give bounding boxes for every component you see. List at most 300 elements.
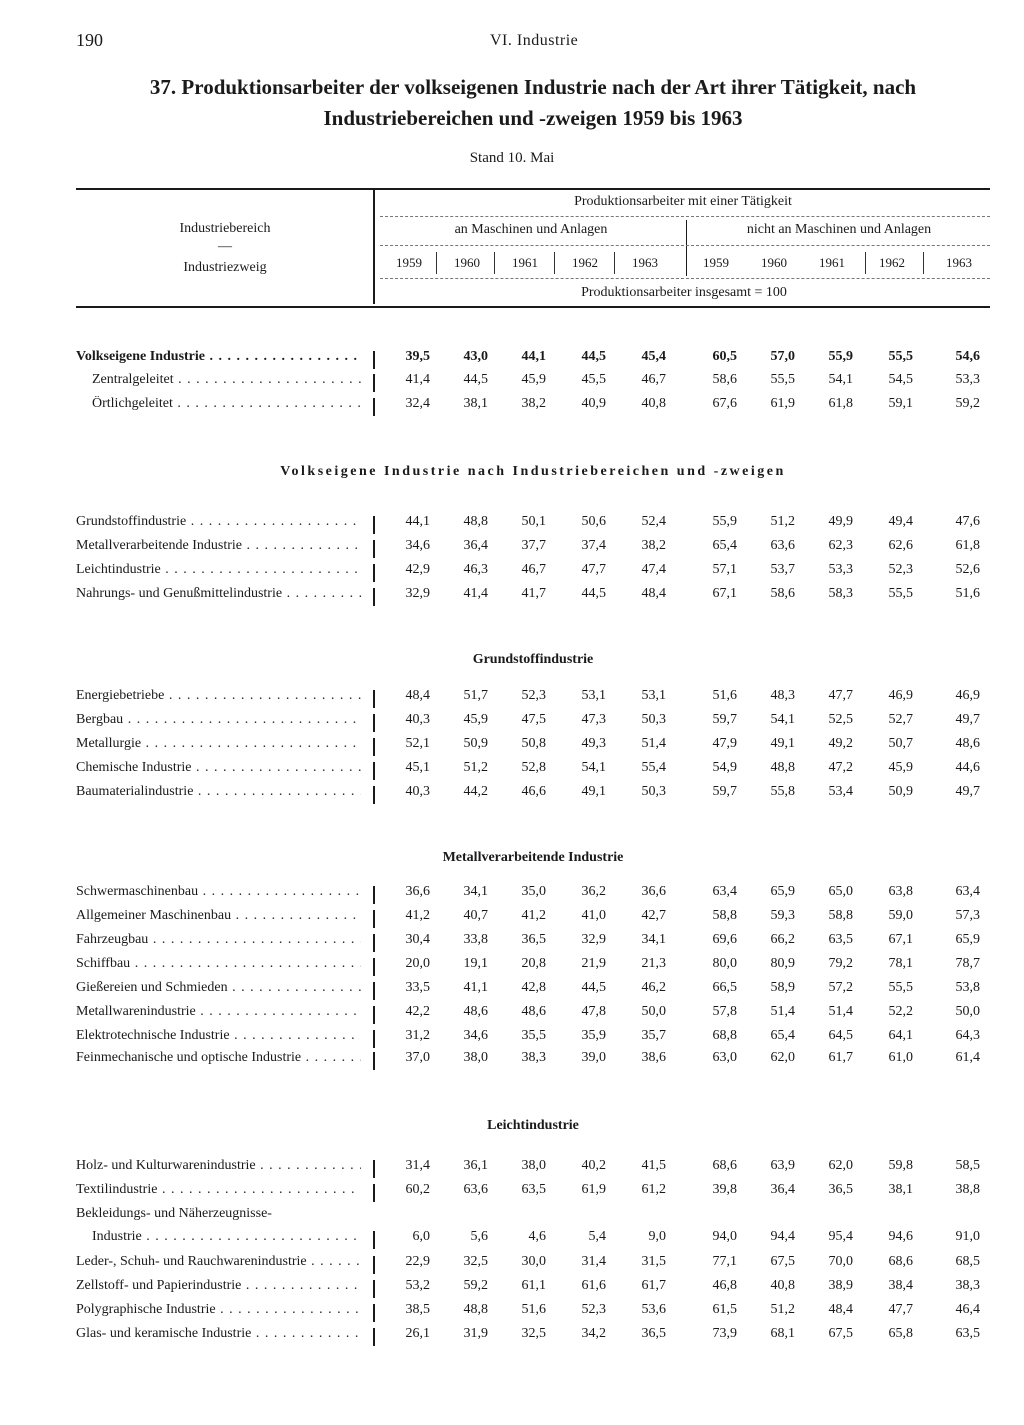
cell-value: 48,4 <box>405 688 430 703</box>
cell-value: 58,8 <box>712 908 737 923</box>
cell-value: 40,3 <box>405 712 430 727</box>
cell-value: 52,3 <box>521 688 546 703</box>
cell-value: 36,5 <box>641 1326 666 1341</box>
cell-value: 51,4 <box>828 1004 853 1019</box>
row-divider <box>373 1280 375 1298</box>
running-head: VI. Industrie <box>490 32 579 49</box>
cell-value: 61,0 <box>888 1050 913 1065</box>
row-label: Metallverarbeitende Industrie . . . <box>76 538 361 554</box>
row-divider <box>373 516 375 534</box>
table-row <box>76 396 990 418</box>
cell-value: 48,6 <box>521 1004 546 1019</box>
cell-value: 52,6 <box>955 562 980 577</box>
cell-value: 51,2 <box>770 514 795 529</box>
row-divider <box>373 690 375 708</box>
year-header-5: 1959 <box>703 255 729 270</box>
cell-value: 66,2 <box>770 932 795 947</box>
cell-value: 50,3 <box>641 712 666 727</box>
row-divider <box>373 934 375 952</box>
cell-value: 39,5 <box>405 349 430 364</box>
cell-value: 58,9 <box>770 980 795 995</box>
cell-value: 35,0 <box>521 884 546 899</box>
row-label: Bergbau . . . <box>76 712 361 728</box>
row-label: Schiffbau . . . <box>76 956 361 972</box>
cell-value: 48,4 <box>828 1302 853 1317</box>
table-row <box>76 514 990 536</box>
table-top-rule <box>76 188 990 190</box>
cell-value: 46,4 <box>955 1302 980 1317</box>
cell-value: 48,8 <box>770 760 795 775</box>
cell-value: 47,7 <box>828 688 853 703</box>
cell-value: 44,5 <box>581 980 606 995</box>
cell-value: 48,8 <box>463 1302 488 1317</box>
cell-value: 54,5 <box>888 372 913 387</box>
cell-value: 36,4 <box>463 538 488 553</box>
cell-value: 36,2 <box>581 884 606 899</box>
cell-value: 60,5 <box>712 349 737 364</box>
cell-value: 51,6 <box>955 586 980 601</box>
cell-value: 52,5 <box>828 712 853 727</box>
row-divider <box>373 351 375 369</box>
cell-value: 55,5 <box>888 586 913 601</box>
row-label: Chemische Industrie . . . <box>76 760 361 776</box>
cell-value: 32,9 <box>581 932 606 947</box>
cell-value: 61,9 <box>770 396 795 411</box>
cell-value: 38,3 <box>955 1278 980 1293</box>
cell-value: 44,2 <box>463 784 488 799</box>
cell-value: 65,9 <box>770 884 795 899</box>
year-header-0: 1959 <box>396 255 422 270</box>
year-separator <box>554 252 555 274</box>
cell-value: 47,7 <box>888 1302 913 1317</box>
year-separator <box>865 252 866 274</box>
cell-value: 68,6 <box>888 1254 913 1269</box>
cell-value: 39,8 <box>712 1182 737 1197</box>
cell-value: 49,3 <box>581 736 606 751</box>
cell-value: 52,3 <box>581 1302 606 1317</box>
cell-value: 50,9 <box>888 784 913 799</box>
cell-value: 40,8 <box>641 396 666 411</box>
cell-value: 63,4 <box>712 884 737 899</box>
year-separator <box>614 252 615 274</box>
cell-value: 44,1 <box>405 514 430 529</box>
row-divider <box>373 910 375 928</box>
stub-header-dash: — <box>218 239 232 254</box>
row-label-continued: Industrie . . . <box>92 1229 361 1245</box>
cell-value: 20,0 <box>405 956 430 971</box>
cell-value: 61,1 <box>521 1278 546 1293</box>
cell-value: 36,6 <box>641 884 666 899</box>
cell-value: 41,5 <box>641 1158 666 1173</box>
table-row <box>76 784 990 806</box>
cell-value: 65,4 <box>712 538 737 553</box>
title-line-1: 37. Produktionsarbeiter der volkseigenen Industrie nach der Art ihrer Tätigkeit, nach <box>149 75 917 99</box>
cell-value: 31,2 <box>405 1028 430 1043</box>
cell-value: 38,0 <box>463 1050 488 1065</box>
row-label: Feinmechanische und optische Industrie . . . <box>76 1050 361 1066</box>
cell-value: 67,1 <box>888 932 913 947</box>
cell-value: 38,3 <box>521 1050 546 1065</box>
cell-value: 63,8 <box>888 884 913 899</box>
row-label: Volkseigene Industrie . . . <box>76 349 361 365</box>
cell-value: 64,5 <box>828 1028 853 1043</box>
cell-value: 49,7 <box>955 784 980 799</box>
row-divider <box>373 564 375 582</box>
row-divider <box>373 1184 375 1202</box>
table-row <box>76 1326 990 1348</box>
stub-divider <box>373 190 375 304</box>
row-divider <box>373 540 375 558</box>
cell-value: 46,7 <box>521 562 546 577</box>
row-label: Schwermaschinenbau . . . <box>76 884 361 900</box>
row-divider <box>373 1006 375 1024</box>
cell-value: 50,0 <box>641 1004 666 1019</box>
cell-value: 48,6 <box>955 736 980 751</box>
section-heading-metall: Metallverarbeitende Industrie <box>442 850 624 865</box>
cell-value: 19,1 <box>463 956 488 971</box>
cell-value: 44,5 <box>581 586 606 601</box>
subheader-rule <box>380 245 990 246</box>
year-separator <box>494 252 495 274</box>
cell-value: 48,6 <box>463 1004 488 1019</box>
cell-value: 61,8 <box>828 396 853 411</box>
row-divider <box>373 958 375 976</box>
cell-value: 47,3 <box>581 712 606 727</box>
table-subtitle: Stand 10. Mai <box>469 150 555 166</box>
row-label: Glas- und keramische Industrie . . . <box>76 1326 361 1342</box>
cell-value: 54,6 <box>955 349 980 364</box>
table-row <box>76 538 990 560</box>
row-divider <box>373 374 375 392</box>
table-row <box>76 688 990 710</box>
cell-value: 41,7 <box>521 586 546 601</box>
cell-value: 57,1 <box>712 562 737 577</box>
cell-value: 68,8 <box>712 1028 737 1043</box>
row-divider <box>373 1030 375 1048</box>
cell-value: 32,4 <box>405 396 430 411</box>
row-divider <box>373 982 375 1000</box>
group-rule <box>380 216 990 217</box>
cell-value: 31,9 <box>463 1326 488 1341</box>
cell-value: 36,5 <box>521 932 546 947</box>
year-separator <box>436 252 437 274</box>
cell-value: 57,0 <box>770 349 795 364</box>
row-divider <box>373 886 375 904</box>
cell-value: 63,5 <box>521 1182 546 1197</box>
cell-value: 33,8 <box>463 932 488 947</box>
cell-value: 63,0 <box>712 1050 737 1065</box>
cell-value: 67,5 <box>770 1254 795 1269</box>
cell-value: 47,2 <box>828 760 853 775</box>
cell-value: 34,6 <box>463 1028 488 1043</box>
cell-value: 59,7 <box>712 784 737 799</box>
cell-value: 41,2 <box>405 908 430 923</box>
row-divider <box>373 1256 375 1274</box>
cell-value: 67,1 <box>712 586 737 601</box>
table-row <box>76 372 990 394</box>
cell-value: 55,8 <box>770 784 795 799</box>
cell-value: 66,5 <box>712 980 737 995</box>
cell-value: 44,5 <box>581 349 606 364</box>
table-row <box>76 1182 990 1204</box>
stub-header-line-1: Industriebereich <box>179 221 271 236</box>
cell-value: 48,8 <box>463 514 488 529</box>
cell-value: 32,5 <box>463 1254 488 1269</box>
cell-value: 63,6 <box>463 1182 488 1197</box>
cell-value: 61,7 <box>641 1278 666 1293</box>
row-divider <box>373 786 375 804</box>
cell-value: 69,6 <box>712 932 737 947</box>
cell-value: 37,7 <box>521 538 546 553</box>
table-row <box>76 932 990 954</box>
cell-value: 40,8 <box>770 1278 795 1293</box>
cell-value: 46,9 <box>955 688 980 703</box>
table-row <box>76 760 990 782</box>
table-row <box>76 1254 990 1276</box>
cell-value: 53,7 <box>770 562 795 577</box>
cell-value: 57,2 <box>828 980 853 995</box>
cell-value: 61,2 <box>641 1182 666 1197</box>
cell-value: 47,5 <box>521 712 546 727</box>
cell-value: 78,7 <box>955 956 980 971</box>
cell-value: 51,6 <box>521 1302 546 1317</box>
cell-value: 53,1 <box>581 688 606 703</box>
cell-value: 52,4 <box>641 514 666 529</box>
cell-value: 58,8 <box>828 908 853 923</box>
row-divider <box>373 1231 375 1249</box>
cell-value: 41,0 <box>581 908 606 923</box>
cell-value: 54,1 <box>828 372 853 387</box>
cell-value: 22,9 <box>405 1254 430 1269</box>
cell-value: 38,6 <box>641 1050 666 1065</box>
cell-value: 50,3 <box>641 784 666 799</box>
cell-value: 57,3 <box>955 908 980 923</box>
cell-value: 53,2 <box>405 1278 430 1293</box>
cell-value: 30,0 <box>521 1254 546 1269</box>
cell-value: 9,0 <box>648 1229 666 1244</box>
cell-value: 35,7 <box>641 1028 666 1043</box>
page-number: 190 <box>76 30 103 50</box>
cell-value: 42,9 <box>405 562 430 577</box>
row-label: Gießereien und Schmieden . . . <box>76 980 361 996</box>
row-divider <box>373 762 375 780</box>
cell-value: 38,0 <box>521 1158 546 1173</box>
cell-value: 65,9 <box>955 932 980 947</box>
row-divider <box>373 398 375 416</box>
cell-value: 52,7 <box>888 712 913 727</box>
cell-value: 20,8 <box>521 956 546 971</box>
cell-value: 51,2 <box>770 1302 795 1317</box>
cell-value: 38,9 <box>828 1278 853 1293</box>
cell-value: 47,8 <box>581 1004 606 1019</box>
cell-value: 47,9 <box>712 736 737 751</box>
section-heading-branches: Volkseigene Industrie nach Industriebereichen und -zweigen <box>280 464 786 479</box>
table-row <box>76 1206 990 1244</box>
year-header-6: 1960 <box>761 255 787 270</box>
cell-value: 53,1 <box>641 688 666 703</box>
year-header-8: 1962 <box>879 255 905 270</box>
cell-value: 42,7 <box>641 908 666 923</box>
row-label: Örtlichgeleitet . . . <box>92 396 361 412</box>
cell-value: 77,1 <box>712 1254 737 1269</box>
cell-value: 50,6 <box>581 514 606 529</box>
cell-value: 63,9 <box>770 1158 795 1173</box>
cell-value: 31,4 <box>581 1254 606 1269</box>
cell-value: 45,1 <box>405 760 430 775</box>
cell-value: 50,1 <box>521 514 546 529</box>
cell-value: 59,2 <box>955 396 980 411</box>
cell-value: 45,5 <box>581 372 606 387</box>
cell-value: 67,6 <box>712 396 737 411</box>
cell-value: 40,3 <box>405 784 430 799</box>
cell-value: 43,0 <box>463 349 488 364</box>
cell-value: 52,8 <box>521 760 546 775</box>
cell-value: 38,5 <box>405 1302 430 1317</box>
subheader-machines: an Maschinen und Anlagen <box>454 222 608 237</box>
cell-value: 53,3 <box>828 562 853 577</box>
cell-value: 48,3 <box>770 688 795 703</box>
cell-value: 60,2 <box>405 1182 430 1197</box>
table-row <box>76 980 990 1002</box>
year-header-2: 1961 <box>512 255 538 270</box>
cell-value: 51,4 <box>641 736 666 751</box>
cell-value: 55,9 <box>712 514 737 529</box>
cell-value: 38,2 <box>521 396 546 411</box>
cell-value: 41,4 <box>405 372 430 387</box>
row-label: Polygraphische Industrie . . . <box>76 1302 361 1318</box>
year-header-9: 1963 <box>946 255 972 270</box>
cell-value: 34,1 <box>641 932 666 947</box>
cell-value: 37,0 <box>405 1050 430 1065</box>
cell-value: 68,5 <box>955 1254 980 1269</box>
row-label: Metallwarenindustrie . . . <box>76 1004 361 1020</box>
table-row <box>76 712 990 734</box>
cell-value: 21,9 <box>581 956 606 971</box>
cell-value: 51,6 <box>712 688 737 703</box>
cell-value: 49,9 <box>828 514 853 529</box>
cell-value: 45,9 <box>888 760 913 775</box>
row-label: Energiebetriebe . . . <box>76 688 361 704</box>
row-label: Leichtindustrie . . . <box>76 562 361 578</box>
cell-value: 40,2 <box>581 1158 606 1173</box>
cell-value: 62,3 <box>828 538 853 553</box>
cell-value: 48,4 <box>641 586 666 601</box>
cell-value: 46,8 <box>712 1278 737 1293</box>
cell-value: 36,5 <box>828 1182 853 1197</box>
cell-value: 49,2 <box>828 736 853 751</box>
row-label: Elektrotechnische Industrie . . . <box>76 1028 361 1044</box>
cell-value: 47,6 <box>955 514 980 529</box>
cell-value: 46,6 <box>521 784 546 799</box>
cell-value: 46,2 <box>641 980 666 995</box>
cell-value: 61,9 <box>581 1182 606 1197</box>
cell-value: 50,9 <box>463 736 488 751</box>
cell-value: 49,7 <box>955 712 980 727</box>
cell-value: 39,0 <box>581 1050 606 1065</box>
cell-value: 44,1 <box>521 349 546 364</box>
table-row <box>76 736 990 758</box>
cell-value: 32,9 <box>405 586 430 601</box>
cell-value: 62,0 <box>828 1158 853 1173</box>
cell-value: 41,2 <box>521 908 546 923</box>
year-header-7: 1961 <box>819 255 845 270</box>
cell-value: 61,5 <box>712 1302 737 1317</box>
year-header-4: 1963 <box>632 255 658 270</box>
cell-value: 63,5 <box>828 932 853 947</box>
row-label: Holz- und Kulturwarenindustrie . . . <box>76 1158 361 1174</box>
year-header-1: 1960 <box>454 255 480 270</box>
header-bottom-rule <box>76 306 990 308</box>
cell-value: 53,8 <box>955 980 980 995</box>
cell-value: 53,4 <box>828 784 853 799</box>
cell-value: 91,0 <box>955 1229 980 1244</box>
cell-value: 32,5 <box>521 1326 546 1341</box>
cell-value: 78,1 <box>888 956 913 971</box>
cell-value: 52,2 <box>888 1004 913 1019</box>
cell-value: 63,4 <box>955 884 980 899</box>
cell-value: 54,1 <box>770 712 795 727</box>
cell-value: 62,6 <box>888 538 913 553</box>
row-label: Bekleidungs- und Näherzeugnisse- <box>76 1206 272 1221</box>
year-separator <box>923 252 924 274</box>
base-header: Produktionsarbeiter insgesamt = 100 <box>581 285 787 300</box>
cell-value: 52,3 <box>888 562 913 577</box>
cell-value: 38,4 <box>888 1278 913 1293</box>
cell-value: 61,4 <box>955 1050 980 1065</box>
row-divider <box>373 1304 375 1322</box>
cell-value: 26,1 <box>405 1326 430 1341</box>
cell-value: 42,8 <box>521 980 546 995</box>
subheader-no-machines: nicht an Maschinen und Anlagen <box>746 222 932 237</box>
cell-value: 46,9 <box>888 688 913 703</box>
cell-value: 55,5 <box>888 349 913 364</box>
cell-value: 65,0 <box>828 884 853 899</box>
cell-value: 52,1 <box>405 736 430 751</box>
cell-value: 45,4 <box>641 349 666 364</box>
cell-value: 46,7 <box>641 372 666 387</box>
cell-value: 79,2 <box>828 956 853 971</box>
cell-value: 4,6 <box>528 1229 546 1244</box>
row-divider <box>373 588 375 606</box>
table-row <box>76 1050 990 1072</box>
year-rule <box>380 278 990 279</box>
cell-value: 51,7 <box>463 688 488 703</box>
cell-value: 36,1 <box>463 1158 488 1173</box>
cell-value: 65,8 <box>888 1326 913 1341</box>
cell-value: 58,5 <box>955 1158 980 1173</box>
table-row <box>76 1278 990 1300</box>
cell-value: 36,4 <box>770 1182 795 1197</box>
cell-value: 45,9 <box>463 712 488 727</box>
cell-value: 5,6 <box>470 1229 488 1244</box>
cell-value: 45,9 <box>521 372 546 387</box>
cell-value: 94,6 <box>888 1229 913 1244</box>
cell-value: 80,0 <box>712 956 737 971</box>
cell-value: 63,6 <box>770 538 795 553</box>
cell-value: 40,7 <box>463 908 488 923</box>
cell-value: 35,5 <box>521 1028 546 1043</box>
row-label: Textilindustrie . . . <box>76 1182 361 1198</box>
table-title <box>76 72 990 134</box>
cell-value: 31,4 <box>405 1158 430 1173</box>
cell-value: 53,6 <box>641 1302 666 1317</box>
cell-value: 59,3 <box>770 908 795 923</box>
cell-value: 55,5 <box>770 372 795 387</box>
cell-value: 58,3 <box>828 586 853 601</box>
cell-value: 41,4 <box>463 586 488 601</box>
cell-value: 35,9 <box>581 1028 606 1043</box>
cell-value: 67,5 <box>828 1326 853 1341</box>
